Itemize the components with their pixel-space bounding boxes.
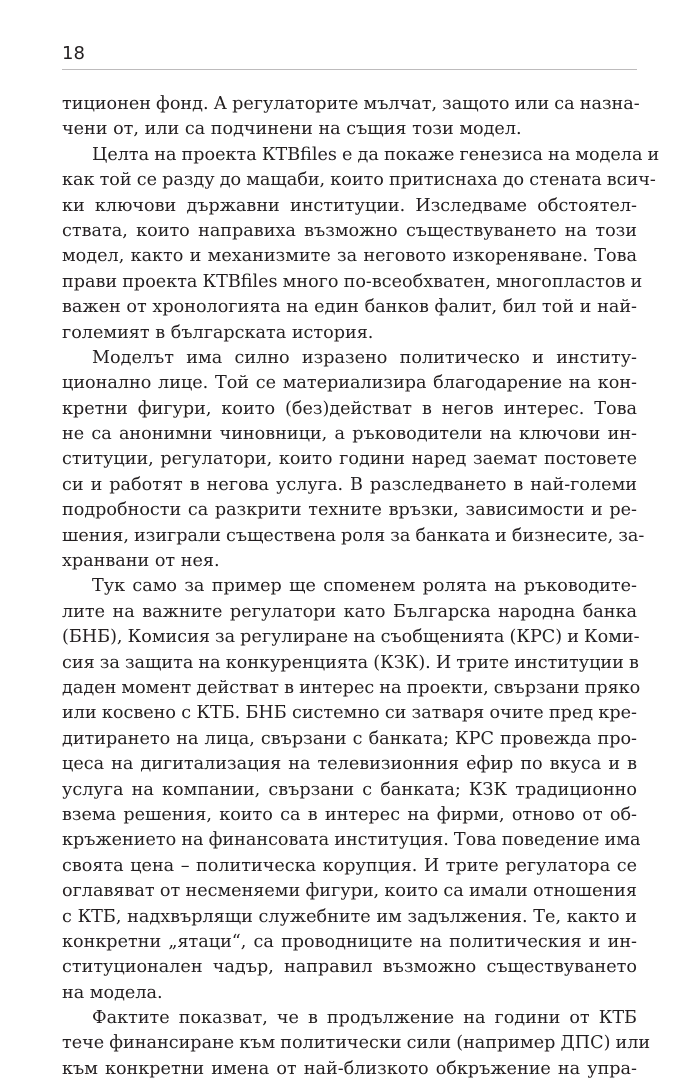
text-line: кръжението на финансовата институция. Това поведение има xyxy=(62,830,641,851)
text-line: ствата, които направиха възможно съществуването на този xyxy=(62,220,637,241)
text-line: тече финансиране към политически сили (например ДПС) или xyxy=(62,1033,651,1054)
text-line: Фактите показват, че в продължение на години от КТБ xyxy=(92,1008,637,1029)
text-line: големият в българската история. xyxy=(62,322,374,343)
paragraph xyxy=(62,574,641,1006)
text-line: конкретни „ятаци“, са проводниците на политическия и ин- xyxy=(62,931,637,952)
text-line: прави проекта КТВfiles много по-всеобхватен, многопластов и xyxy=(62,271,643,292)
paragraph xyxy=(62,1006,651,1082)
text-line: чени от, или са подчинени на същия този модел. xyxy=(62,119,522,140)
paragraph xyxy=(62,143,660,346)
text-line: не са анонимни чиновници, а ръководители на ключови ин- xyxy=(62,424,637,445)
text-line: тиционен фонд. А регулаторите мълчат, защото или са назна- xyxy=(62,94,640,114)
text-line: (БНБ), Комисия за регулиране на съобщенията (КРС) и Коми- xyxy=(62,627,640,648)
text-line: Моделът има силно изразено политическо и институ- xyxy=(92,347,637,368)
paragraph xyxy=(62,346,645,575)
text-line: към конкретни имена от най-близкото обкръжение на упра- xyxy=(62,1058,637,1079)
paragraph xyxy=(62,92,640,143)
text-line: дитирането на лица, свързани с банката; КРС провежда про- xyxy=(62,728,637,749)
text-line: ки ключови държавни институции. Изследваме обстоятел- xyxy=(62,195,637,216)
text-line: модел, както и механизмите за неговото изкореняване. Това xyxy=(62,246,637,267)
text-line: взема решения, които са в интерес на фирми, отново от об- xyxy=(62,804,637,825)
text-line: ституции, регулатори, които години наред заемат постовете xyxy=(62,449,637,470)
text-line: своята цена – политическа корупция. И трите регулатора се xyxy=(62,855,637,876)
text-line: хранвани от нея. xyxy=(62,551,220,572)
body-text xyxy=(62,92,660,1082)
text-line: ционално лице. Той се материализира благодарение на кон- xyxy=(62,373,637,394)
text-line: подробности са разкрити техните връзки, зависимости и ре- xyxy=(62,500,637,521)
text-line: шения, изиграли съществена роля за банката и бизнесите, за- xyxy=(62,525,645,546)
text-line: сия за защита на конкуренцията (КЗК). И трите институции в xyxy=(62,652,639,673)
text-line: лите на важните регулатори като Българска народна банка xyxy=(62,601,637,622)
header-divider xyxy=(62,69,637,70)
text-line: услуга на компании, свързани с банката; КЗК традиционно xyxy=(62,779,637,800)
text-line: важен от хронологията на един банков фалит, бил той и най- xyxy=(62,297,637,318)
text-line: или косвено с КТБ. БНБ системно си затваря очите пред кре- xyxy=(62,703,637,724)
text-line: Целта на проекта КТВfiles е да покаже генезиса на модела и xyxy=(92,144,660,165)
text-line: кретни фигури, които (без)действат в негов интерес. Това xyxy=(62,398,637,419)
text-line: с КТБ, надхвърлящи служебните им задължения. Те, както и xyxy=(62,906,637,927)
text-line: на модела. xyxy=(62,982,163,1003)
text-line: Тук само за пример ще споменем ролята на ръководите- xyxy=(92,576,637,597)
text-line: даден момент действат в интерес на проекти, свързани пряко xyxy=(62,677,641,698)
text-line: си и работят в негова услуга. В разследването в най-големи xyxy=(62,474,637,495)
text-line: как той се разду до мащаби, които притиснаха до стената всич- xyxy=(62,170,656,191)
text-line: оглавяват от несменяеми фигури, които са имали отношения xyxy=(62,881,637,902)
text-line: цеса на дигитализация на телевизионния ефир по вкуса и в xyxy=(62,754,637,775)
text-line: ституционален чадър, направил възможно съществуването xyxy=(62,957,637,978)
page-number: 18 xyxy=(62,43,85,64)
